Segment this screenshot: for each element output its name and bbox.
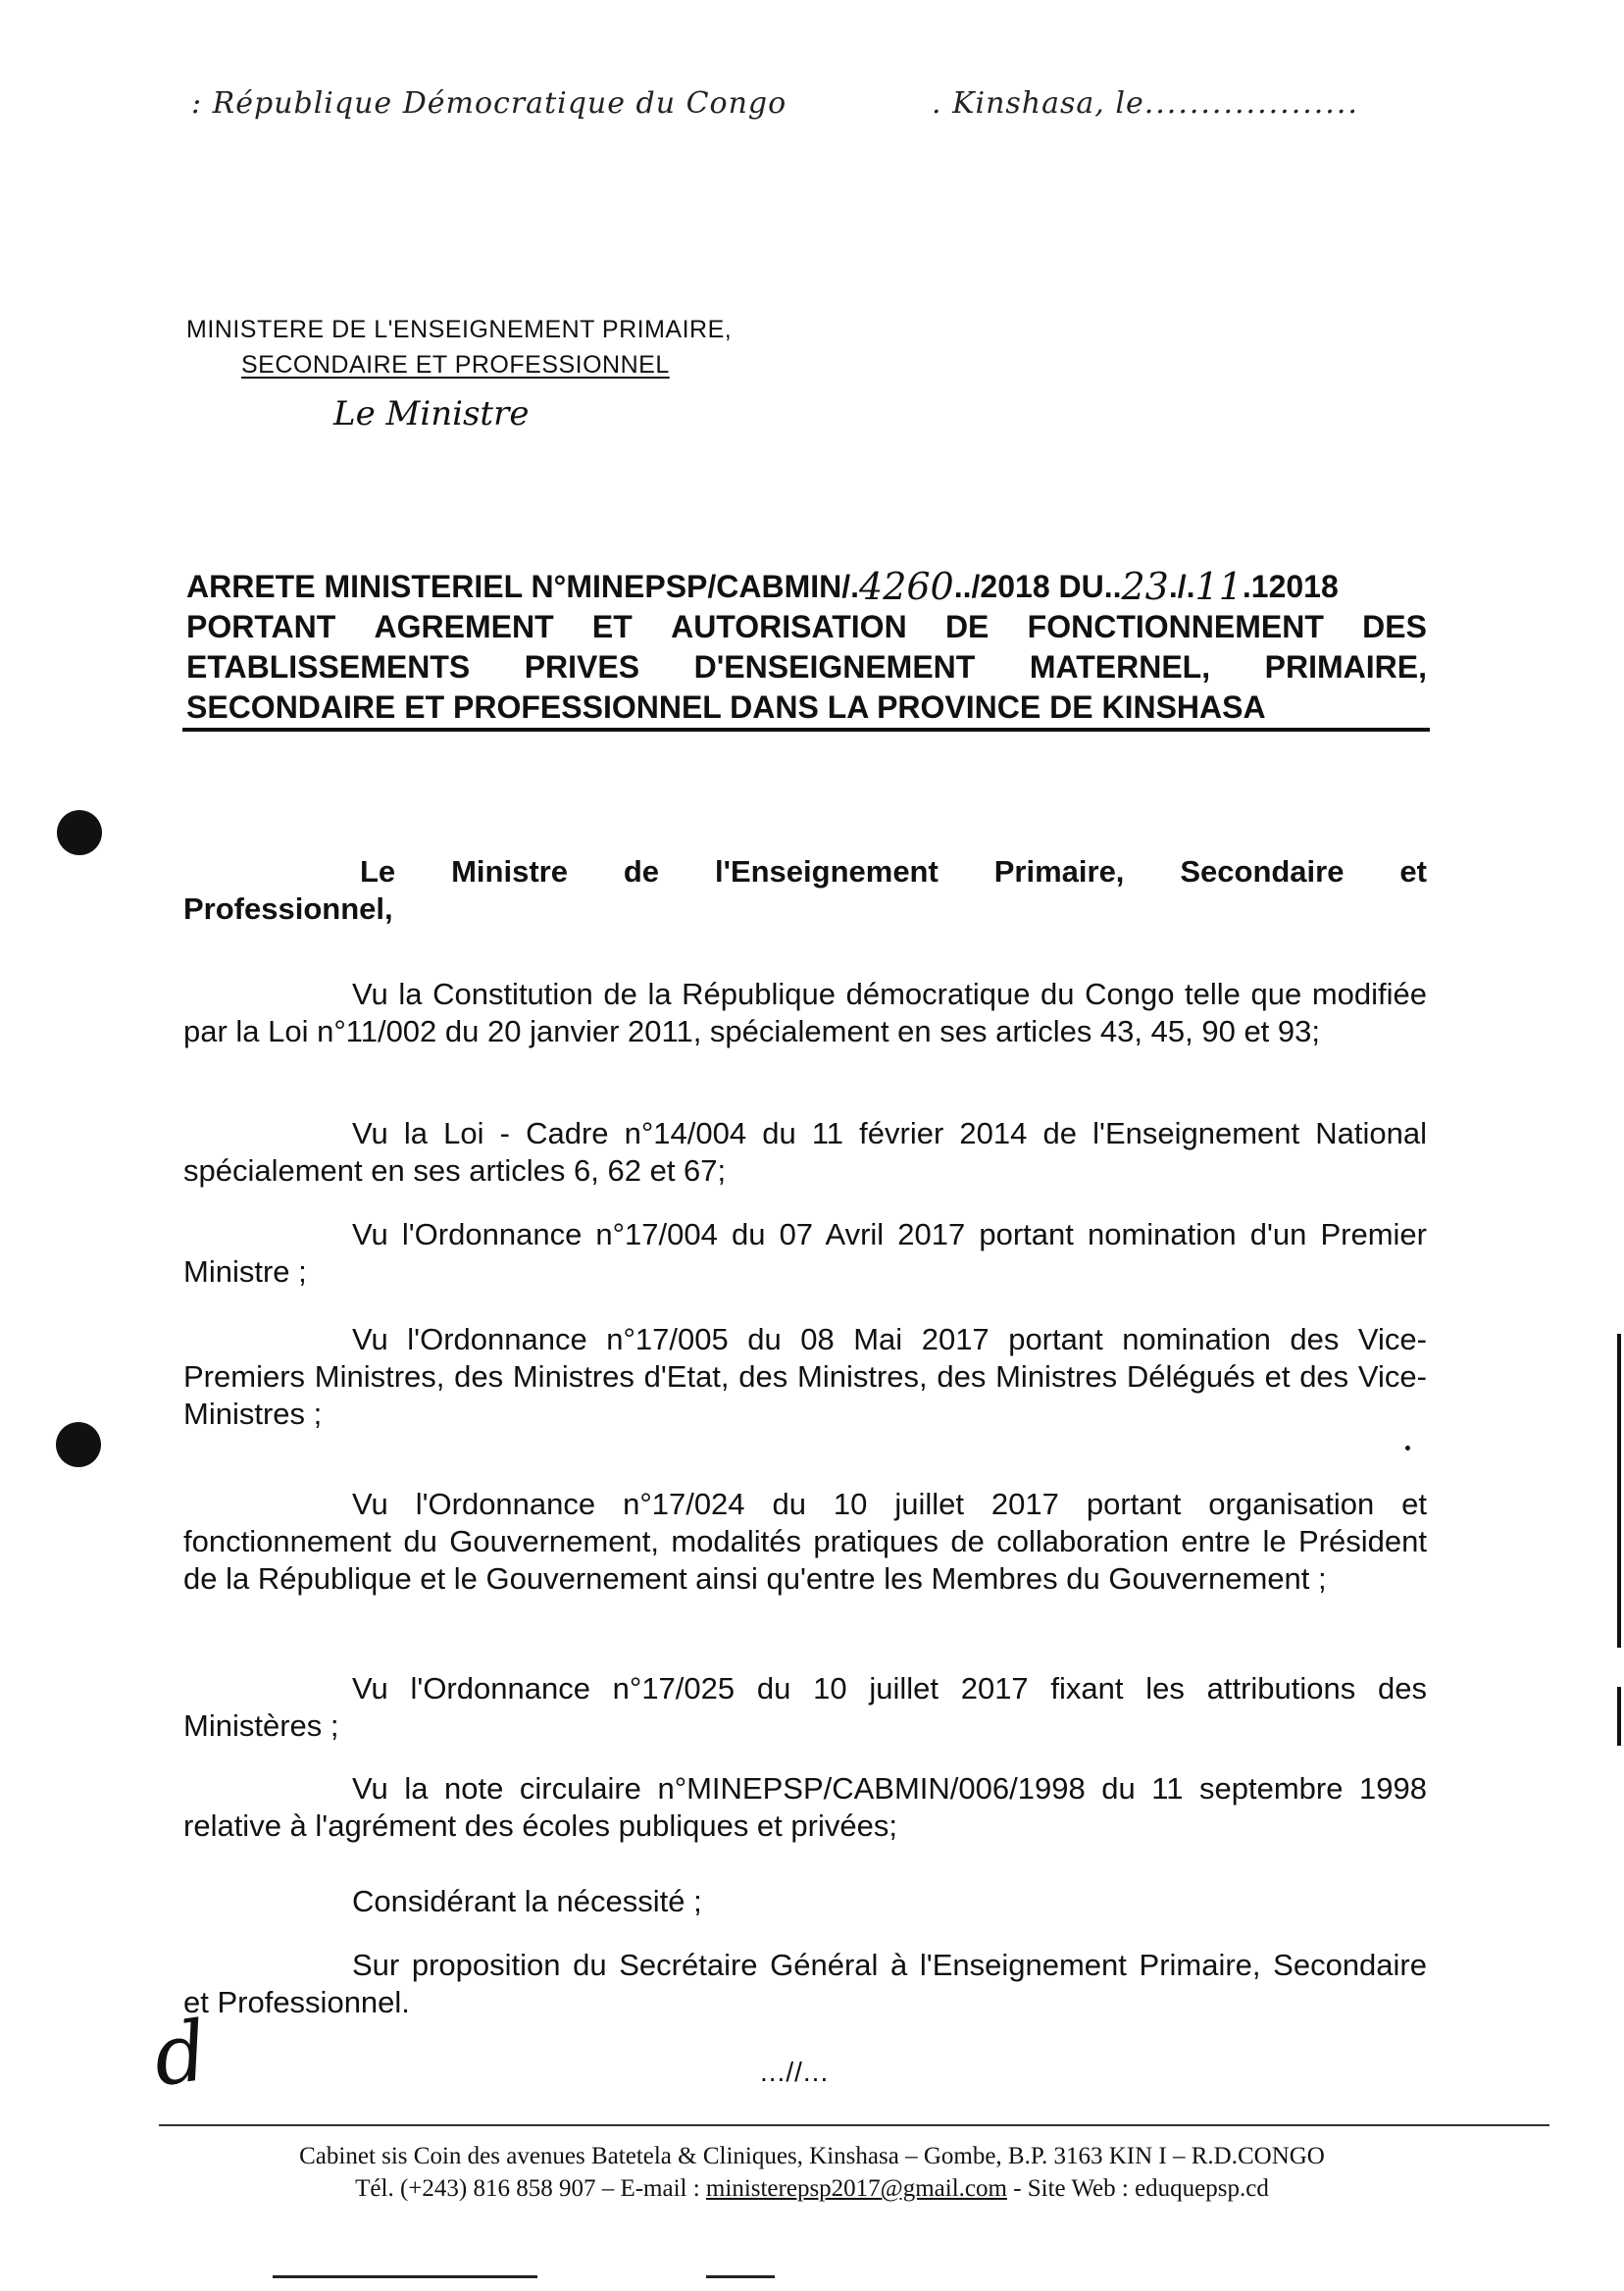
header-place-script: . Kinshasa, le bbox=[932, 86, 1144, 121]
header-country-script: : République Démocratique du Congo bbox=[191, 86, 787, 121]
intro-word: Ministre bbox=[451, 854, 568, 889]
page-continuation-mark: ...//... bbox=[760, 2057, 830, 2087]
ministry-heading bbox=[186, 312, 732, 382]
paragraph-ordonnance-005 bbox=[183, 1321, 1427, 1433]
paragraph-text: Vu l'Ordonnance n°17/005 du 08 Mai 2017 portant nomination des Vice-Premiers Ministres, des Ministres d'Etat, des Ministres, des Ministres Délégués et des Vice-Ministres ; bbox=[183, 1322, 1427, 1431]
title-word: D'ENSEIGNEMENT bbox=[693, 649, 976, 685]
le-ministre-signature-line: Le Ministre bbox=[333, 394, 530, 433]
title-row-4 bbox=[186, 687, 1427, 728]
footer-contact bbox=[0, 2172, 1624, 2205]
title-underline-rule bbox=[182, 728, 1430, 732]
footer-address: Cabinet sis Coin des avenues Batetela & Cliniques, Kinshasa – Gombe, B.P. 3163 KIN I – R.D.CONGO bbox=[299, 2143, 1325, 2169]
ministry-line-1: MINISTERE DE L'ENSEIGNEMENT PRIMAIRE, bbox=[186, 316, 733, 343]
decree-title bbox=[186, 567, 1427, 728]
scan-bottom-mark bbox=[706, 2275, 775, 2278]
title-decree-prefix: ARRETE MINISTERIEL N°MINEPSP/CABMIN/. bbox=[186, 569, 860, 604]
title-word: MATERNEL, bbox=[1029, 649, 1211, 685]
decree-number-handwritten: 4260 bbox=[859, 565, 954, 608]
footer-website: - Site Web : eduquepsp.cd bbox=[1006, 2175, 1269, 2202]
intro-word: l'Enseignement bbox=[714, 854, 939, 889]
paragraph-loi-cadre bbox=[183, 1115, 1427, 1190]
paragraph-text: Vu la Constitution de la République démocratique du Congo telle que modifiée par la Loi n°11/002 du 20 janvier 2011, spécialement en ses articles 43, 45, 90 et 93; bbox=[183, 977, 1427, 1048]
footer-email-link[interactable]: ministerepsp2017@gmail.com bbox=[705, 2175, 1007, 2202]
intro-word: et bbox=[1399, 854, 1427, 889]
paragraph-text: Vu l'Ordonnance n°17/004 du 07 Avril 2017 portant nomination d'un Premier Ministre ; bbox=[183, 1217, 1427, 1289]
paragraph-ordonnance-024 bbox=[183, 1486, 1427, 1598]
title-date-separator: ./. bbox=[1168, 569, 1195, 604]
title-date-year: .12018 bbox=[1242, 569, 1339, 604]
scan-speck bbox=[1405, 1446, 1410, 1451]
title-row-4-text: SECONDAIRE ET PROFESSIONNEL DANS LA PROVINCE DE KINSHASA bbox=[186, 689, 1266, 725]
title-word: AGREMENT bbox=[374, 609, 554, 644]
scan-edge-mark bbox=[1617, 1334, 1621, 1648]
punch-hole-mark bbox=[57, 810, 102, 855]
title-word: PORTANT bbox=[186, 609, 336, 644]
scan-bottom-mark bbox=[273, 2275, 537, 2278]
title-word: ET bbox=[591, 609, 633, 644]
intro-word: Le bbox=[360, 854, 396, 889]
intro-word: de bbox=[623, 854, 660, 889]
ministry-line-2: SECONDAIRE ET PROFESSIONNEL bbox=[241, 351, 670, 379]
intro-word: Primaire, bbox=[993, 854, 1125, 889]
title-word: PRIVES bbox=[524, 649, 640, 685]
paragraph-ordonnance-004 bbox=[183, 1216, 1427, 1291]
decree-day-handwritten: 23 bbox=[1121, 565, 1169, 608]
paragraph-text: Vu l'Ordonnance n°17/024 du 10 juillet 2017 portant organisation et fonctionnement du Gouvernement, modalités pratiques de collaboration entre le Président de la République et le Gouvernement ainsi qu'entre les Membres du Gouvernement ; bbox=[183, 1487, 1427, 1596]
intro-row-1 bbox=[183, 853, 1427, 891]
punch-hole-mark bbox=[56, 1422, 101, 1467]
paragraph-text: Vu l'Ordonnance n°17/025 du 10 juillet 2017 fixant les attributions des Ministères ; bbox=[183, 1671, 1427, 1743]
title-year-du: ../2018 DU.. bbox=[953, 569, 1122, 604]
paragraph-ordonnance-025 bbox=[183, 1670, 1427, 1745]
footer-phone: Tél. (+243) 816 858 907 – E-mail : bbox=[355, 2175, 706, 2202]
paragraph-considerant bbox=[183, 1883, 1427, 1920]
title-word: DES bbox=[1362, 609, 1427, 644]
title-word: PRIMAIRE, bbox=[1264, 649, 1427, 685]
intro-row-2: Professionnel, bbox=[183, 891, 393, 926]
paragraph-text: Vu la Loi - Cadre n°14/004 du 11 février 2014 de l'Enseignement National spécialement en ses articles 6, 62 et 67; bbox=[183, 1116, 1427, 1188]
paragraph-text: Considérant la nécessité ; bbox=[352, 1884, 702, 1918]
title-row-2 bbox=[186, 607, 1427, 647]
date-dots: ................... bbox=[1143, 86, 1359, 121]
title-row-1 bbox=[186, 567, 1427, 607]
decree-month-handwritten: 11 bbox=[1194, 565, 1243, 608]
header-place-date bbox=[932, 86, 1359, 121]
footer-rule bbox=[159, 2124, 1549, 2126]
paragraph-text: Sur proposition du Secrétaire Général à l'Enseignement Primaire, Secondaire et Professionnel. bbox=[183, 1948, 1427, 2019]
paragraph-constitution bbox=[183, 976, 1427, 1050]
minister-intro bbox=[183, 853, 1427, 928]
title-word: AUTORISATION bbox=[671, 609, 907, 644]
scan-edge-mark bbox=[1617, 1687, 1621, 1746]
title-word: DE bbox=[944, 609, 990, 644]
title-row-3 bbox=[186, 647, 1427, 687]
intro-word: Secondaire bbox=[1180, 854, 1345, 889]
title-word: FONCTIONNEMENT bbox=[1027, 609, 1324, 644]
paragraph-text: Vu la note circulaire n°MINEPSP/CABMIN/006/1998 du 11 septembre 1998 relative à l'agrément des écoles publiques et privées; bbox=[183, 1771, 1427, 1843]
paragraph-sur-proposition bbox=[183, 1947, 1427, 2021]
title-word: ETABLISSEMENTS bbox=[186, 649, 471, 685]
paragraph-note-circulaire bbox=[183, 1770, 1427, 1845]
handwritten-initials: d bbox=[147, 2002, 214, 2106]
